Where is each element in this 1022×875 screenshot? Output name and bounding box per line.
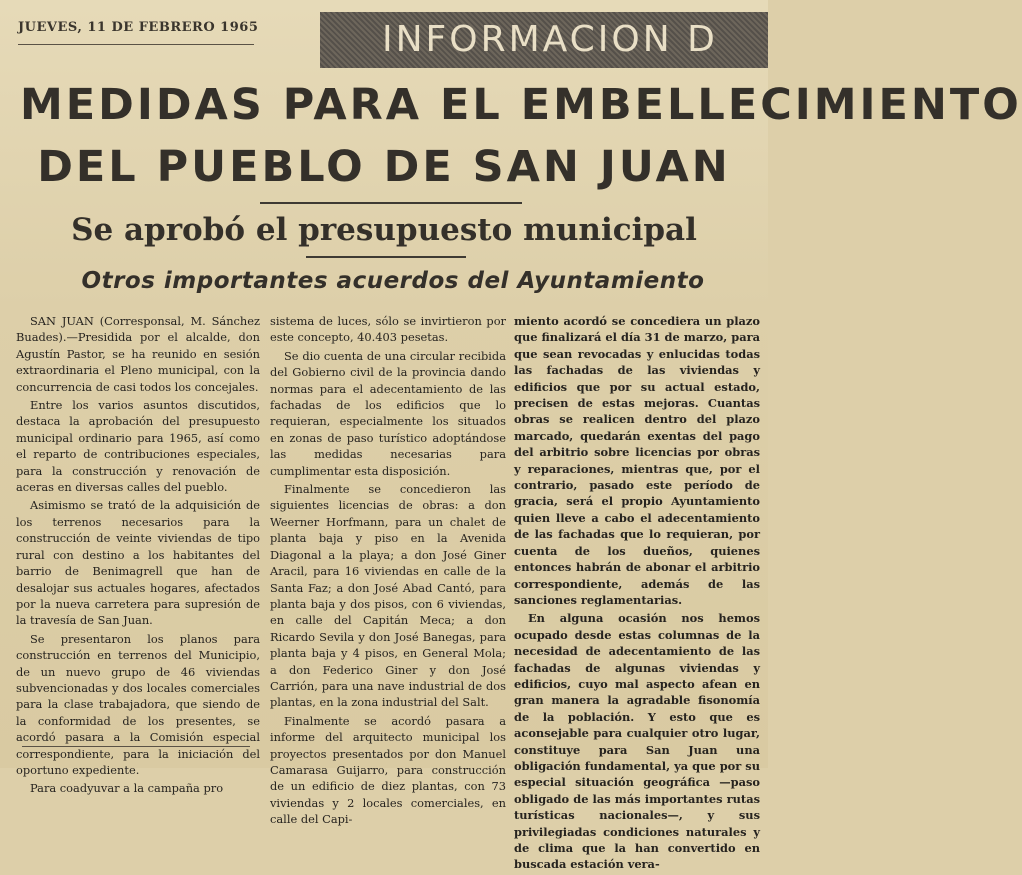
article-column-2	[270, 313, 506, 830]
paragraph: Finalmente se concedieron las siguientes licencias de obras: a don Weerner Horfmann, para un chalet de planta baja y piso en la Avenida Diagonal a la playa; a don José Giner Aracil, para 16 viviendas en calle de la Santa Faz; a don José Abad Cantó, para planta baja y dos pisos, con 6 viviendas, en calle del Capitán Meca; a don Ricardo Sevila y don José Banegas, para planta baja y 4 pisos, en General Mola; a don Federico Giner y don José Carrión, para una nave industrial de dos plantas, en la zona industrial del Salt.	[270, 482, 506, 710]
subheadline-rule	[306, 256, 466, 258]
column-rule	[22, 746, 250, 747]
paragraph: Asimismo se trató de la adquisición de los terrenos necesarios para la construcción de veinte viviendas de tipo rural con destino a los habitantes del barrio de Benimagrell que han de desalojar sus actuales hogares, afectados por la nueva carretera para supresión de la travesía de San Juan.	[16, 498, 260, 628]
issue-date: JUEVES, 11 DE FEBRERO 1965	[18, 20, 259, 35]
section-banner	[320, 12, 768, 68]
date-rule	[18, 44, 254, 45]
paragraph: Entre los varios asuntos discutidos, destaca la aprobación del presupuesto municipal ordinario para 1965, así como el reparto de contribuciones especiales, para la construcción y renovación de aceras en diversas calles del pueblo.	[16, 398, 260, 495]
headline-rule	[260, 202, 522, 204]
section-banner-label: INFORMACION D	[382, 19, 718, 60]
deck: Otros importantes acuerdos del Ayuntamiento	[81, 268, 705, 294]
article-column-3	[514, 313, 760, 875]
paragraph: Finalmente se acordó pasara a informe del arquitecto municipal los proyectos presentados por don Manuel Camarasa Guijarro, para construcción de un edificio de diez plantas, con 73 viviendas y 2 locales comerciales, en calle del Capi-	[270, 713, 506, 827]
subheadline: Se aprobó el presupuesto municipal	[71, 212, 697, 248]
paragraph: Se presentaron los planos para construcción en terrenos del Municipio, de un nuevo grupo de 46 viviendas subvencionadas y dos locales comerciales para la clase trabajadora, que siendo de la conformidad de los presentes, se acordó pasara a la Comisión especial correspondiente, para la iniciación del oportuno expediente.	[16, 631, 260, 777]
paragraph: En alguna ocasión nos hemos ocupado desde estas columnas de la necesidad de adecentamiento de las fachadas de algunas viviendas y edificios, cuyo mal aspecto afean en gran manera la agradable fisonomía de la población. Y esto que es aconsejable para cualquier otro lugar, constituye para San Juan una obligación fundamental, ya que por su especial situación geográfica —paso obligado de las más importantes rutas turísticas nacionales—, y sus privilegiadas condiciones naturales y de clima que la han convertido en buscada estación vera-	[514, 611, 760, 872]
paragraph: miento acordó se concediera un plazo que finalizará el día 31 de marzo, para que sean revocadas y enlucidas todas las fachadas de las viviendas y edificios que por su actual estado, precisen de estas mejoras. Cuantas obras se realicen dentro del plazo marcado, quedarán exentas del pago del arbitrio sobre licencias por obras y reparaciones, mientras que, por el contrario, pasado este período de gracia, será el propio Ayuntamiento quien lleve a cabo el adecentamiento de las fachadas que lo requieran, por cuenta de los dueños, quienes entonces habrán de abonar el arbitrio correspondiente, además de las sanciones reglamentarias.	[514, 314, 760, 607]
paragraph: Se dio cuenta de una circular recibida del Gobierno civil de la provincia dando normas para el adecentamiento de las fachadas de los edificios que lo requieran, especialmente los situados en zonas de paso turístico adoptándose las medidas necesarias para cumplimentar esta disposición.	[270, 348, 506, 478]
paragraph: Para coadyuvar a la campaña pro	[30, 781, 224, 796]
paragraph: SAN JUAN (Corresponsal, M. Sánchez Buades).—Presidida por el alcalde, don Agustín Pastor, se ha reunido en sesión extraordinaria el Pleno municipal, con la concurrencia de casi todos los concejales.	[16, 314, 260, 394]
article-column-1	[16, 313, 260, 799]
paragraph: sistema de luces, sólo se invirtieron por este concepto, 40.403 pesetas.	[270, 314, 506, 345]
headline-line-2: DEL PUEBLO DE SAN JUAN	[37, 142, 731, 192]
headline-line-1: MEDIDAS PARA EL EMBELLECIMIENTO	[20, 80, 1022, 130]
